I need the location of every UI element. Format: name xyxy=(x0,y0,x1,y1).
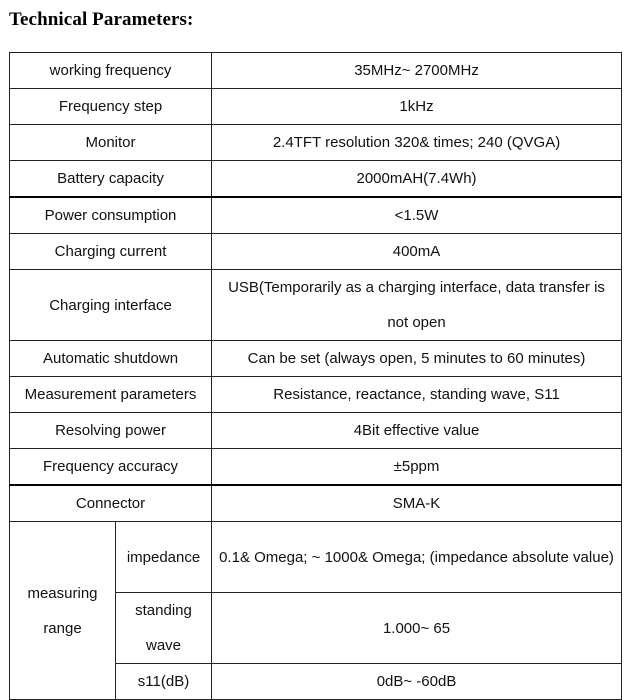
measuring-range-label: measuring range xyxy=(10,522,116,700)
row-label: Power consumption xyxy=(10,197,212,234)
subrow-label: impedance xyxy=(116,522,212,593)
row-label: Charging interface xyxy=(10,270,212,341)
row-label: Battery capacity xyxy=(10,161,212,198)
table-row xyxy=(10,197,622,234)
table-row xyxy=(10,413,622,449)
row-label: Measurement parameters xyxy=(10,377,212,413)
row-label: Frequency accuracy xyxy=(10,449,212,486)
table-row xyxy=(10,89,622,125)
row-label: Connector xyxy=(10,485,212,522)
table-row xyxy=(10,377,622,413)
row-label: Resolving power xyxy=(10,413,212,449)
table-row xyxy=(10,485,622,522)
table-row xyxy=(10,522,622,593)
table-row xyxy=(10,341,622,377)
row-label: Automatic shutdown xyxy=(10,341,212,377)
subrow-value: 0dB~ -60dB xyxy=(212,664,622,700)
row-value: Resistance, reactance, standing wave, S11 xyxy=(212,377,622,413)
row-label: Monitor xyxy=(10,125,212,161)
subrow-value: 1.000~ 65 xyxy=(212,593,622,664)
row-value: 1kHz xyxy=(212,89,622,125)
row-label: working frequency xyxy=(10,53,212,89)
table-row xyxy=(10,53,622,89)
table-row xyxy=(10,125,622,161)
table-row xyxy=(10,161,622,198)
row-value: 2000mAH(7.4Wh) xyxy=(212,161,622,198)
row-label: Frequency step xyxy=(10,89,212,125)
row-value: 400mA xyxy=(212,234,622,270)
technical-parameters-table xyxy=(9,52,622,700)
subrow-label: s11(dB) xyxy=(116,664,212,700)
row-value: ±5ppm xyxy=(212,449,622,486)
row-value: 2.4TFT resolution 320& times; 240 (QVGA) xyxy=(212,125,622,161)
row-label: Charging current xyxy=(10,234,212,270)
row-value: USB(Temporarily as a charging interface, data transfer is not open xyxy=(212,270,622,341)
table-row xyxy=(10,449,622,486)
subrow-value: 0.1& Omega; ~ 1000& Omega; (impedance absolute value) xyxy=(212,522,622,593)
row-value: <1.5W xyxy=(212,197,622,234)
row-value: 35MHz~ 2700MHz xyxy=(212,53,622,89)
page-title: Technical Parameters: xyxy=(9,9,194,30)
table-row xyxy=(10,270,622,341)
row-value: SMA-K xyxy=(212,485,622,522)
row-value: Can be set (always open, 5 minutes to 60 minutes) xyxy=(212,341,622,377)
table-row xyxy=(10,234,622,270)
row-value: 4Bit effective value xyxy=(212,413,622,449)
subrow-label: standing wave xyxy=(116,593,212,664)
